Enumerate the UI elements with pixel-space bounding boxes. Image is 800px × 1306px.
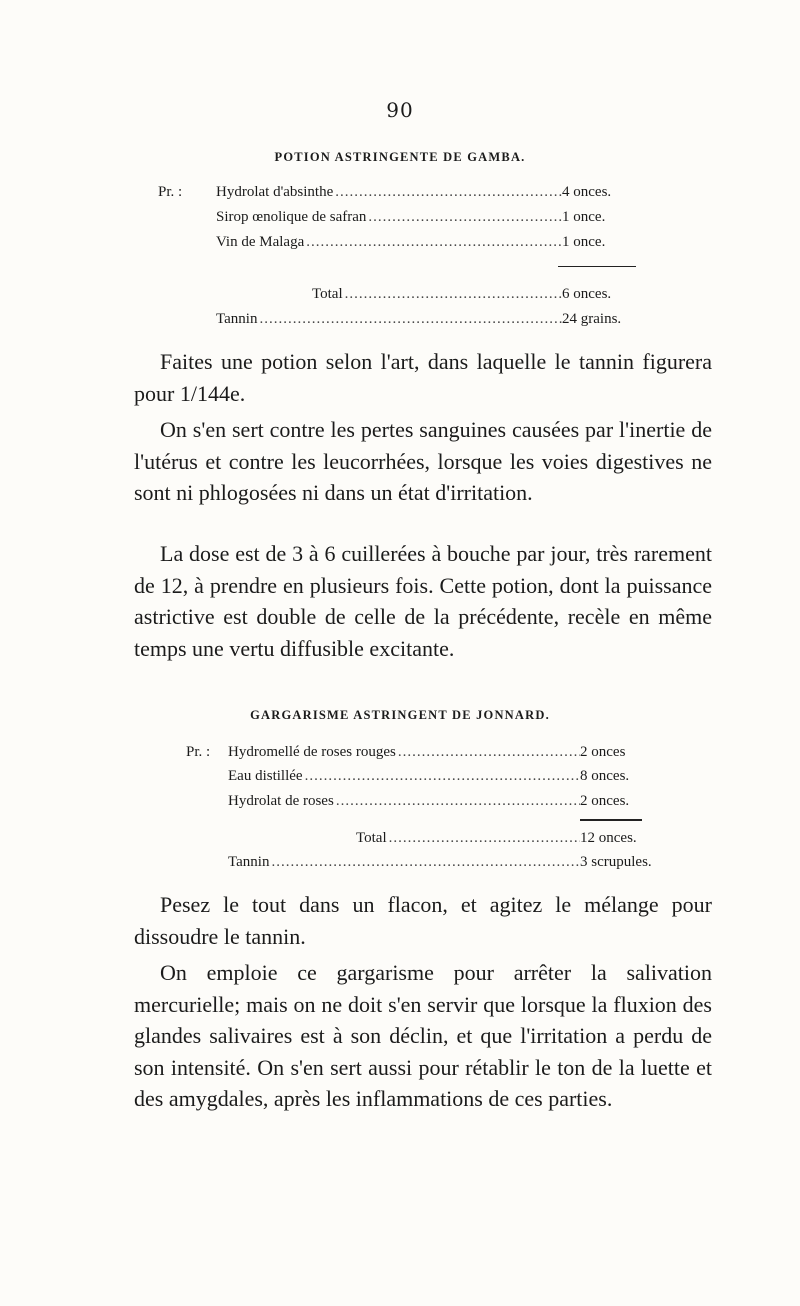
total-label: Total: [356, 830, 387, 846]
ingredient-name: Hydrolat de roses: [228, 793, 334, 809]
recipe-total-line: [356, 827, 652, 849]
leader-dots: [345, 283, 562, 305]
ingredient-amount: 3 scrupules.: [580, 854, 652, 870]
recipe-line: [216, 308, 648, 330]
ingredient-name: Vin de Malaga: [216, 234, 305, 250]
recipe-line: [228, 790, 646, 812]
paragraph: Pesez le tout dans un flacon, et agitez le mélange pour dissoudre le tannin.: [134, 892, 712, 949]
sum-rule: [580, 819, 642, 821]
leader-dots: [271, 851, 580, 873]
leader-dots: [335, 181, 562, 203]
leader-dots: [305, 765, 580, 787]
ingredient-amount: 1 once.: [562, 209, 606, 225]
paragraph: Faites une potion selon l'art, dans laquelle le tannin figurera pour 1/144e.: [134, 349, 712, 406]
recipe-total-line: [312, 283, 640, 305]
paragraph: On s'en sert contre les pertes sanguines causées par l'inertie de l'utérus et contre les leucorrhées, lorsque les voies digestives ne sont ni phlogosées ni dans un état d'irritation.: [134, 417, 712, 505]
ingredient-name: Eau distillée: [228, 768, 303, 784]
page-number: 90: [386, 98, 414, 122]
leader-dots: [398, 741, 580, 763]
total-amount: 12 onces.: [580, 830, 637, 846]
recipe-prefix: Pr. :: [158, 184, 183, 200]
leader-dots: [336, 790, 580, 812]
recipe-line: [186, 741, 646, 763]
total-label: Total: [312, 286, 343, 302]
leader-dots: [389, 827, 580, 849]
ingredient-amount: 1 once.: [562, 234, 606, 250]
recipe-prefix: Pr. :: [186, 744, 211, 760]
recipe-line: [216, 206, 640, 228]
ingredient-amount: 8 onces.: [580, 768, 630, 784]
leader-dots: [259, 308, 562, 330]
section-title-gargarisme: GARGARISME ASTRINGENT DE JONNARD.: [250, 708, 550, 722]
sum-rule: [558, 266, 636, 267]
paragraph: On emploie ce gargarisme pour arrêter la salivation mercurielle; mais on ne doit s'en servir que lorsque la fluxion des glandes salivaires est à son déclin, et que l'irritation a perdu de son intensité. On s'en sert aussi pour rétablir le ton de la luette et des amygdales, après les inflammations de ces parties.: [134, 960, 712, 1111]
ingredient-amount: 24 grains.: [562, 311, 622, 327]
leader-dots: [368, 206, 562, 228]
total-amount: 6 onces.: [562, 286, 612, 302]
recipe-line: [216, 231, 640, 253]
paragraph: La dose est de 3 à 6 cuillerées à bouche par jour, très rarement de 12, à prendre en plusieurs fois. Cette potion, dont la puissance astrictive est double de celle de la précédente, recèle en même temps une vertu diffusible excitante.: [134, 541, 712, 661]
recipe-line: [228, 851, 680, 873]
ingredient-amount: 2 onces: [580, 744, 626, 760]
ingredient-name: Hydrolat d'absinthe: [216, 184, 334, 200]
ingredient-amount: 4 onces.: [562, 184, 612, 200]
recipe-line: [158, 181, 640, 203]
ingredient-name: Tannin: [216, 311, 258, 327]
recipe-line: [228, 765, 646, 787]
ingredient-name: Tannin: [228, 854, 270, 870]
leader-dots: [306, 231, 562, 253]
ingredient-amount: 2 onces.: [580, 793, 630, 809]
ingredient-name: Hydromellé de roses rouges: [228, 744, 396, 760]
section-title-potion: POTION ASTRINGENTE DE GAMBA.: [274, 150, 526, 164]
ingredient-name: Sirop œnolique de safran: [216, 209, 367, 225]
